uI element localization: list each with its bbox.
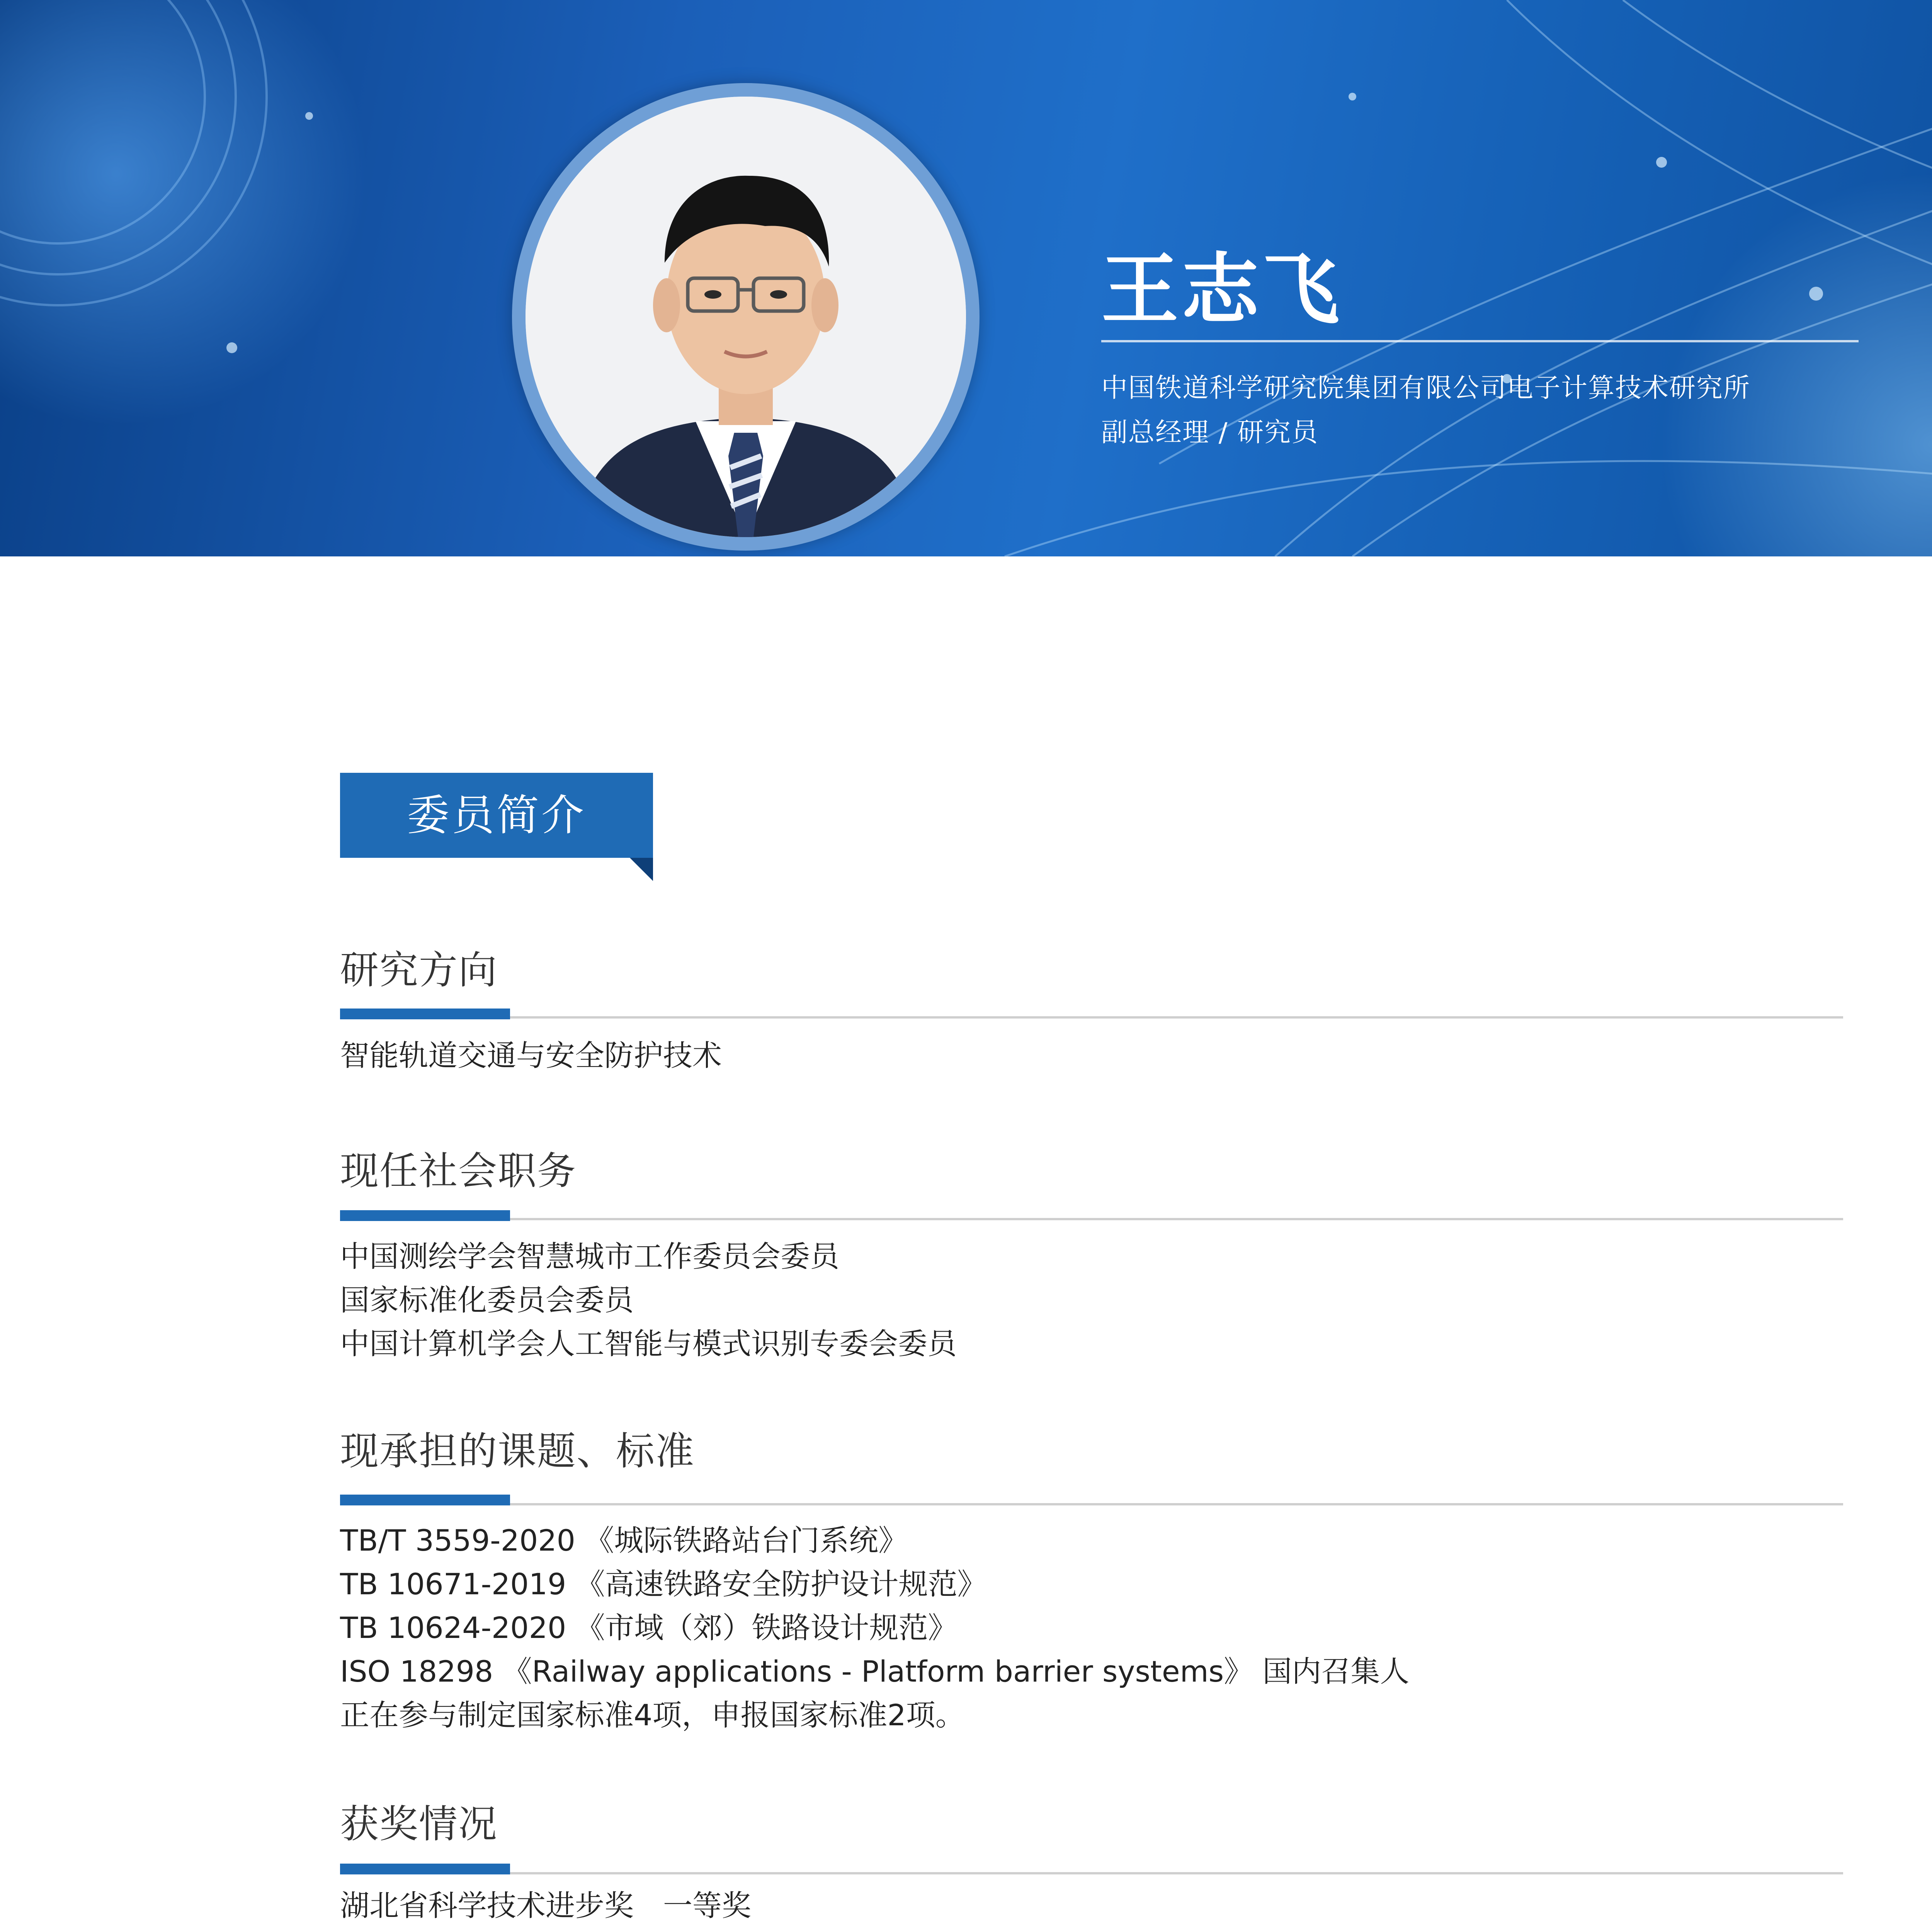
list-item: TB 10671-2019 《高速铁路安全防护设计规范》 [340, 1567, 987, 1601]
list-item: TB 10624-2020 《市域（郊）铁路设计规范》 [340, 1611, 957, 1645]
list-item: 正在参与制定国家标准4项，申报国家标准2项。 [340, 1698, 965, 1732]
intro-tab-fold [630, 858, 653, 881]
section-title-awards: 获奖情况 [340, 1801, 498, 1847]
header-banner [0, 0, 1932, 556]
member-name: 王志飞 [1101, 245, 1343, 335]
section-rule [340, 1016, 1843, 1019]
list-item: ISO 18298 《Railway applications - Platform barrier systems》 国内召集人 [340, 1654, 1410, 1689]
list-item: 湖北省科学技术进步奖 一等奖 [340, 1888, 751, 1923]
section-accent-bar [340, 1009, 510, 1019]
section-rule [340, 1503, 1843, 1505]
portrait-photo [526, 97, 966, 537]
section-rule [340, 1872, 1843, 1874]
intro-tab-label: 委员简介 [407, 791, 586, 840]
section-body-positions [340, 1235, 1932, 1366]
section-body-projects [340, 1519, 1932, 1737]
member-position: 副总经理 / 研究员 [1101, 417, 1319, 448]
section-title-research: 研究方向 [340, 947, 498, 993]
list-item: 中国测绘学会智慧城市工作委员会委员 [340, 1239, 839, 1274]
list-item: 国家标准化委员会委员 [340, 1283, 634, 1317]
section-accent-bar [340, 1864, 510, 1874]
list-item: 智能轨道交通与安全防护技术 [340, 1038, 722, 1073]
member-organization: 中国铁道科学研究院集团有限公司电子计算技术研究所 [1101, 373, 1751, 403]
name-divider [1101, 340, 1859, 342]
section-accent-bar [340, 1210, 510, 1221]
list-item [340, 1927, 1932, 1932]
section-body-research [340, 1034, 1932, 1077]
section-title-projects: 现承担的课题、标准 [340, 1429, 695, 1474]
list-item: TB/T 3559-2020 《城际铁路站台门系统》 [340, 1523, 908, 1558]
section-title-positions: 现任社会职务 [340, 1148, 577, 1194]
section-accent-bar [340, 1495, 510, 1505]
section-body-awards [340, 1884, 1932, 1932]
section-rule [340, 1218, 1843, 1220]
list-item: 中国计算机学会人工智能与模式识别专委会委员 [340, 1327, 957, 1361]
